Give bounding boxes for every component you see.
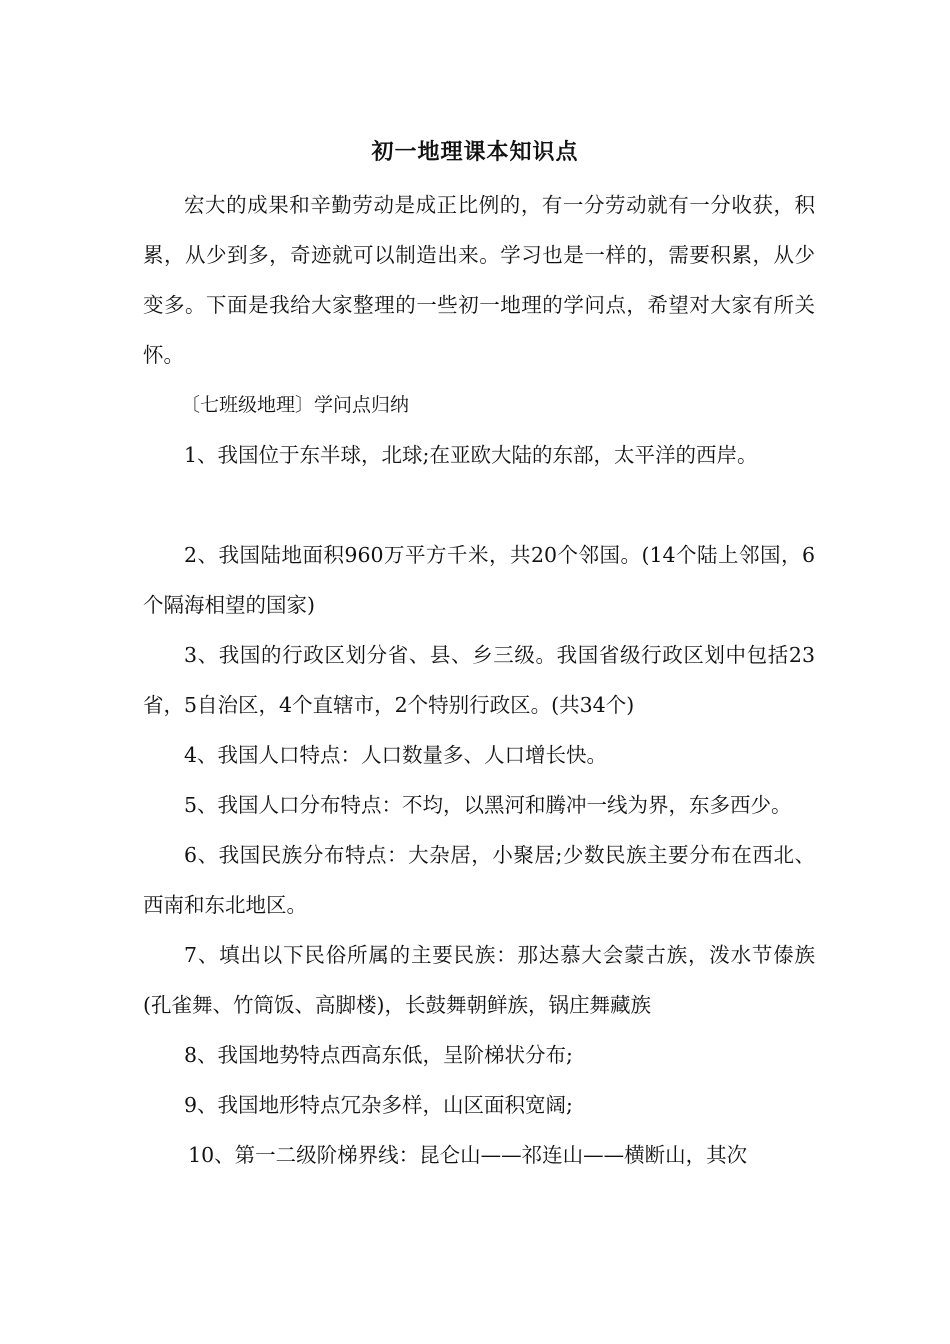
list-item: 7、填出以下民俗所属的主要民族：那达慕大会蒙古族，泼水节傣族(孔雀舞、竹筒饭、高脚楼)，长鼓舞朝鲜族，锅庄舞藏族: [143, 943, 815, 1017]
section-heading: 〔七班级地理〕学问点归纳: [181, 394, 410, 416]
list-item: 10、第一二级阶梯界线：昆仑山——祁连山——横断山，其次: [188, 1143, 748, 1167]
list-item: 3、我国的行政区划分省、县、乡三级。我国省级行政区划中包括23省，5自治区，4个直辖市，2个特别行政区。(共34个): [143, 643, 815, 717]
blank-line: [143, 480, 815, 530]
list-item: 1、我国位于东半球，北球;在亚欧大陆的东部，太平洋的西岸。: [184, 443, 758, 467]
list-item: 2、我国陆地面积960万平方千米，共20个邻国。(14个陆上邻国，6个隔海相望的国家): [143, 543, 815, 617]
list-item: 9、我国地形特点冗杂多样，山区面积宽阔;: [184, 1093, 573, 1117]
list-item: 5、我国人口分布特点：不均，以黑河和腾冲一线为界，东多西少。: [184, 793, 792, 817]
list-item: 6、我国民族分布特点：大杂居，小聚居;少数民族主要分布在西北、西南和东北地区。: [143, 843, 815, 917]
intro-paragraph: 宏大的成果和辛勤劳动是成正比例的，有一分劳动就有一分收获，积累，从少到多，奇迹就可以制造出来。学习也是一样的，需要积累，从少变多。下面是我给大家整理的一些初一地理的学问点，希望对大家有所关怀。: [143, 193, 815, 367]
list-item: 8、我国地势特点西高东低，呈阶梯状分布;: [184, 1043, 573, 1067]
list-item: 4、我国人口特点：人口数量多、人口增长快。: [184, 743, 608, 767]
document-body: [143, 180, 815, 1180]
document-title: 初一地理课本知识点: [371, 139, 579, 165]
